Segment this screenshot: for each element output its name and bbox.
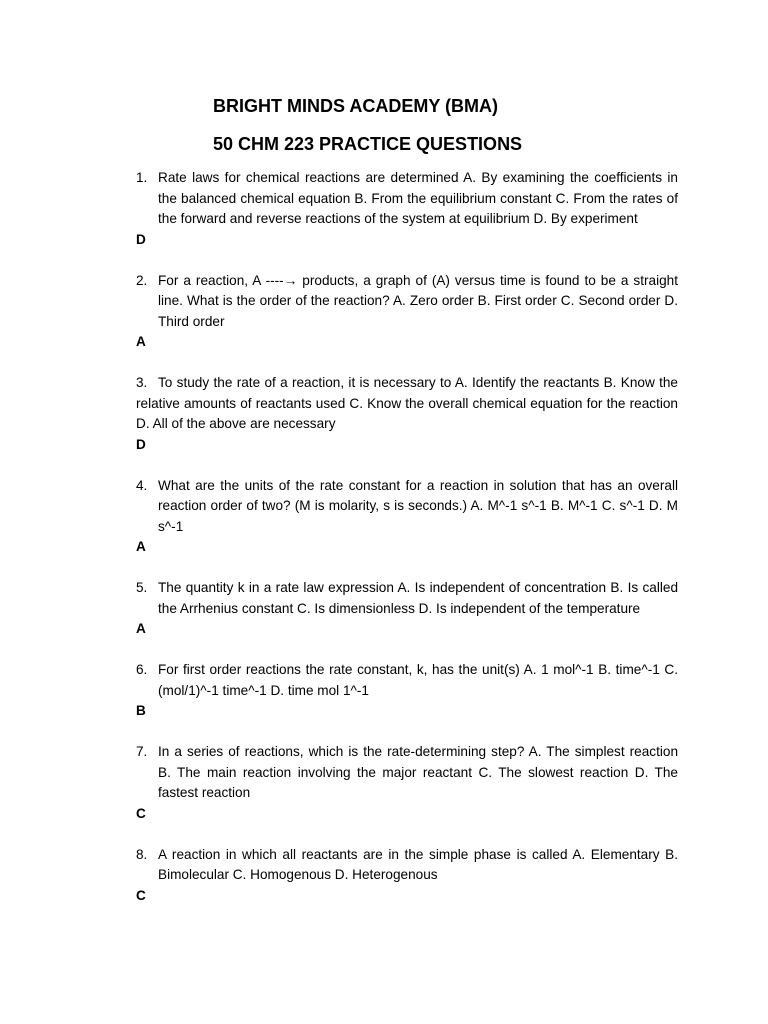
answer-label: A [136,621,146,636]
answer-label: C [136,887,146,903]
document-subtitle: 50 CHM 223 PRACTICE QUESTIONS [213,134,523,154]
question-number: 8. [136,846,148,862]
question-text: Rate laws for chemical reactions are determined A. By examining the coefficients in the balanced chemical equation B. From the equilibrium constant C. From the rates of the forward and reverse reactions of the system at equilibrium D. By experiment [158,170,678,226]
answer-label: A [136,539,146,554]
answer-label: C [136,805,146,821]
question-item-3 [136,373,678,455]
question-text: The quantity k in a rate law expression A. Is independent of concentration B. Is called the Arrhenius constant C. Is dimensionless D. Is independent of the temperature [158,580,678,616]
question-number: 4. [136,477,148,493]
question-list [136,168,678,906]
answer-label: A [136,334,146,349]
question-text [158,271,678,333]
question-number: 5. [136,580,148,595]
question-item-2 [136,271,678,353]
question-item-8 [136,845,678,907]
question-text: What are the units of the rate constant for a reaction in solution that has an overall reaction order of two? (M is molarity, s is seconds.) A. M^-1 s^-1 B. M^-1 C. s^-1 D. M s^-1 [158,477,678,534]
question-number: 7. [136,744,148,759]
question-number: 3. [136,375,148,390]
question-item-1 [136,168,678,250]
question-number: 2. [136,272,148,288]
question-item-4 [136,476,678,558]
answer-label: B [136,703,146,718]
answer-label: D [136,231,146,247]
question-item-6 [136,660,678,722]
question-number: 1. [136,170,148,185]
question-text: For first order reactions the rate constant, k, has the unit(s) A. 1 mol^-1 B. time^-1 C. (mol/1)^-1 time^-1 D. time mol 1^-1 [158,662,678,698]
answer-label: D [136,436,146,452]
document-title: BRIGHT MINDS ACADEMY (BMA) [213,96,498,116]
question-text-part: products, a graph of (A) versus time is found to be a straight line. What is the order of the reaction? A. Zero order B. First order C. Second order D. Third order [158,272,678,329]
question-item-5 [136,578,678,640]
question-paragraph [136,373,678,435]
question-text: To study the rate of a reaction, it is necessary to A. Identify the reactants B. Know the relative amounts of reactants used C. Know the overall chemical equation for the reaction D. All of the above are necessary [136,375,678,431]
arrow-icon: → [283,272,298,288]
question-text-part: For a reaction, A ---- [158,272,284,288]
question-text: A reaction in which all reactants are in the simple phase is called A. Elementary B. Bimolecular C. Homogenous D. Heterogenous [158,846,678,882]
question-number: 6. [136,662,148,677]
question-item-7 [136,742,678,824]
question-text: In a series of reactions, which is the rate-determining step? A. The simplest reaction B. The main reaction involving the major reactant C. The slowest reaction D. The fastest reaction [158,744,678,800]
